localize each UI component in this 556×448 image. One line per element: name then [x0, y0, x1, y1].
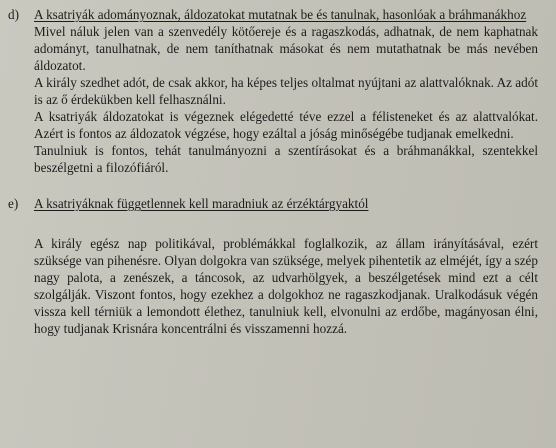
section-e-paragraph-1: A király egész nap politikával, problémákkal foglalkozik, az állam irányításával, ezért szüksége van pihenésre. Olyan dolgokra van szüksége, melyek pihentetik az elméjét, így a szép nagy palota, a zenészek, a táncosok, az udvarhölgyek, a beszélgetések mind ezt a célt szolgálják. Viszont fontos, hogy ezekhez a dolgokhoz ne ragaszkodjanak. Uralkodásuk végén vissza kell térniük a lemondott élethez, tanulniuk kell, elvonulni az erdőbe, magányosan élni, hogy tudjanak Krisnára koncentrálni és visszamenni hozzá. — [34, 236, 538, 336]
section-e-letter: e) — [8, 196, 19, 211]
section-d-paragraph-1: Mivel náluk jelen van a szenvedély kötőereje és a ragaszkodás, adhatnak, de nem kaphatnak adományt, tanulhatnak, de nem taníthatnak másokat és nem mutathatnak be más nevében áldozatot. — [34, 24, 538, 73]
section-d-paragraph-2: A király szedhet adót, de csak akkor, ha képes teljes oltalmat nyújtani az alattvalóknak. Az adót is az ő érdekükben kell felhasználni. — [34, 75, 538, 107]
section-e-heading — [8, 195, 538, 212]
section-e-title: A ksatriyáknak függetlennek kell maradniuk az érzéktárgyaktól — [34, 196, 369, 211]
section-d-letter: d) — [8, 7, 19, 22]
section-e-body — [8, 235, 538, 337]
section-d-body — [8, 23, 538, 176]
section-d-heading — [8, 6, 538, 23]
section-d-paragraph-4: Tanulniuk is fontos, tehát tanulmányozni a szentírásokat és a bráhmanákkal, szentekkel beszélgetni a filozófiáról. — [34, 143, 538, 175]
section-d-title: A ksatriyák adományoznak, áldozatokat mutatnak be és tanulnak, hasonlóak a bráhmanákhoz — [34, 7, 527, 22]
section-d-paragraph-3: A ksatriyák áldozatokat is végeznek elégedetté téve ezzel a félisteneket és az alattvalókat. Azért is fontos az áldozatok végzése, hogy ezáltal a jóság minőségébe tudjanak emelkedni. — [34, 109, 538, 141]
